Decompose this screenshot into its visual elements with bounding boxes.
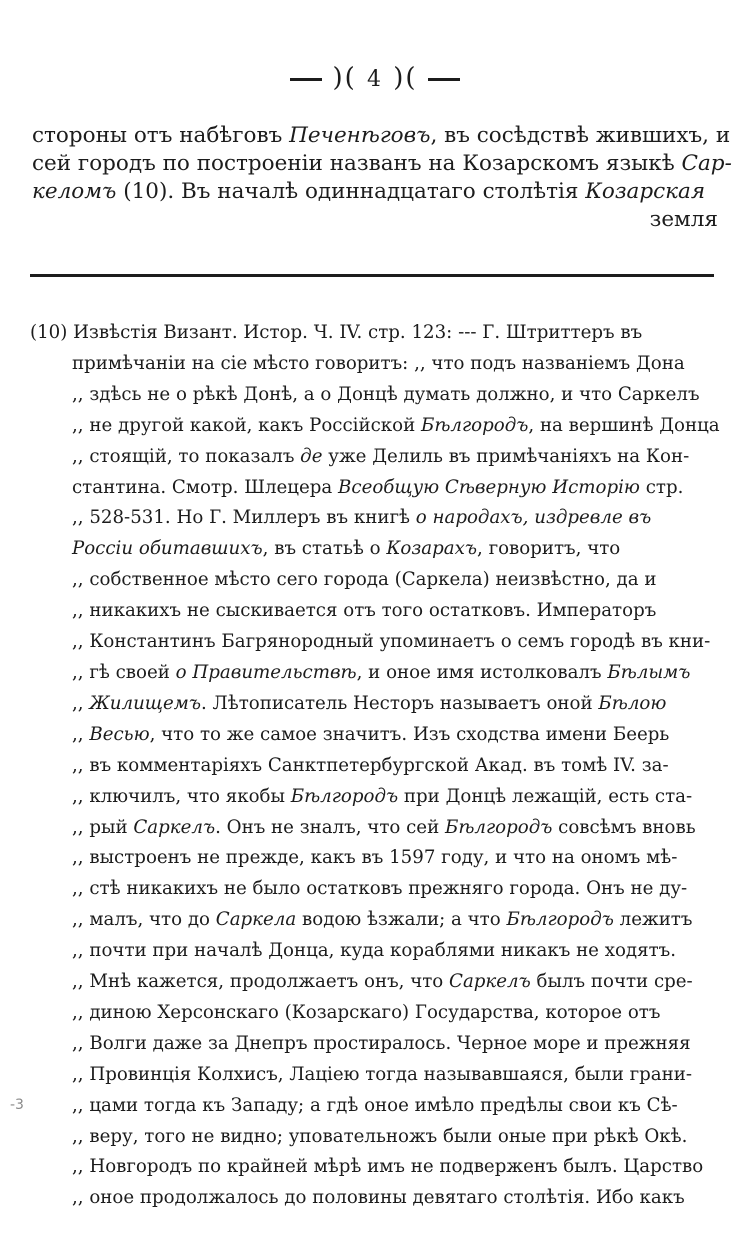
footnote-line: ,, никакихъ не сыскивается отъ того остатковъ. Императоръ (72, 600, 657, 622)
footnote-line: ,, цами тогда къ Западу; а гдѣ оное имѣло предѣлы свои къ Сѣ- (72, 1094, 678, 1116)
footnote-line: ,, собственное мѣсто сего города (Саркела) неизвѣстно, да и (72, 569, 657, 591)
right-ornament: )( (393, 63, 418, 93)
footnote (30, 318, 718, 1214)
footnote-line: ,, Новгородъ по крайней мѣрѣ имъ не подверженъ былъ. Царство (72, 1156, 704, 1178)
footnote-divider (30, 274, 714, 277)
footnote-line: (10) Извѣстія Визант. Истор. Ч. IV. стр. 123: --- Г. Штриттеръ въ (30, 322, 643, 343)
footnote-line: ,, стѣ никакихъ не было остатковъ прежняго города. Онъ не ду- (72, 878, 688, 900)
footnote-line: ,, ключилъ, что якобы Бѣлгородъ при Донцѣ лежащій, есть ста- (72, 785, 693, 807)
footnote-line: ,, Весью, что то же самое значитъ. Изъ сходства имени Беерь (72, 723, 670, 745)
footnote-line: ,, Жилищемъ. Лѣтописатель Несторъ называетъ оной Бѣлою (72, 692, 667, 714)
footnote-line: Россіи обитавшихъ, въ статьѣ о Козарахъ, говоритъ, что (72, 538, 621, 560)
footnote-line: ,, диною Херсонскаго (Козарскаго) Государства, которое отъ (72, 1001, 661, 1023)
footnote-line: ,, веру, того не видно; уповательножъ были оные при рѣкѣ Окѣ. (72, 1125, 688, 1147)
footnote-line: ,, Волги даже за Днепръ простиралось. Черное море и прежняя (72, 1032, 691, 1054)
footnote-marker: (10) (30, 322, 74, 343)
footnote-line: стантина. Смотр. Шлецера Всеобщую Сѣверную Исторію стр. (72, 476, 684, 498)
footnote-line: ,, Константинъ Багрянородный упоминаетъ о семъ городѣ въ кни- (72, 631, 711, 653)
footnote-line: ,, Мнѣ кажется, продолжаетъ онъ, что Саркелъ былъ почти сре- (72, 971, 693, 993)
footnote-line: ,, гѣ своей о Правительствѣ, и оное имя истолковалъ Бѣлымъ (72, 661, 691, 683)
footnote-line: примѣчаніи на сіе мѣсто говоритъ: ,, что подъ названіемъ Дона (72, 352, 685, 374)
right-dash (428, 78, 460, 81)
footnote-line: ,, выстроенъ не прежде, какъ въ 1597 году, и что на ономъ мѣ- (72, 847, 678, 869)
left-dash (290, 78, 322, 81)
page-number: 4 (367, 67, 383, 92)
footnote-line: ,, здѣсь не о рѣкѣ Донѣ, а о Донцѣ думать должно, и что Саркелъ (72, 383, 700, 405)
footnote-line: ,, въ комментаріяхъ Санктпетербургской Акад. въ томѣ IV. за- (72, 754, 669, 776)
main-text (32, 122, 732, 234)
footnote-line: ,, малъ, что до Саркела водою ѣзжали; а что Бѣлгородъ лежитъ (72, 909, 693, 931)
footnote-line: ,, почти при началѣ Донца, куда кораблями никакъ не ходятъ. (72, 940, 677, 962)
left-ornament: )( (332, 63, 357, 93)
footnote-line: ,, 528-531. Но Г. Миллеръ въ книгѣ о народахъ, издревле въ (72, 507, 652, 529)
footnote-line: ,, оное продолжалось до половины девятаго столѣтія. Ибо какъ (72, 1187, 685, 1209)
page-header (0, 58, 750, 100)
main-text-line: стороны отъ набѣговъ Печенѣговъ, въ сосѣдствѣ жившихъ, и (32, 123, 731, 148)
main-text-line: сей городъ по построеніи названъ на Козарскомъ языкѣ Сар- (32, 151, 732, 176)
main-text-line: келомъ (10). Въ началѣ одиннадцатаго столѣтія Козарская (32, 179, 706, 204)
margin-mark: -3 (10, 1097, 24, 1113)
footnote-line: ,, не другой какой, какъ Россійской Бѣлгородъ, на вершинѣ Донца (72, 414, 720, 436)
footnote-line: ,, Провинція Колхисъ, Лаціею тогда называвшаяся, были грани- (72, 1063, 693, 1085)
footnote-line: ,, стоящій, то показалъ де уже Делиль въ примѣчаніяхъ на Кон- (72, 445, 690, 467)
footnote-line: ,, рый Саркелъ. Онъ не зналъ, что сей Бѣлгородъ совсѣмъ вновь (72, 816, 696, 838)
main-text-line: земля (649, 207, 718, 232)
